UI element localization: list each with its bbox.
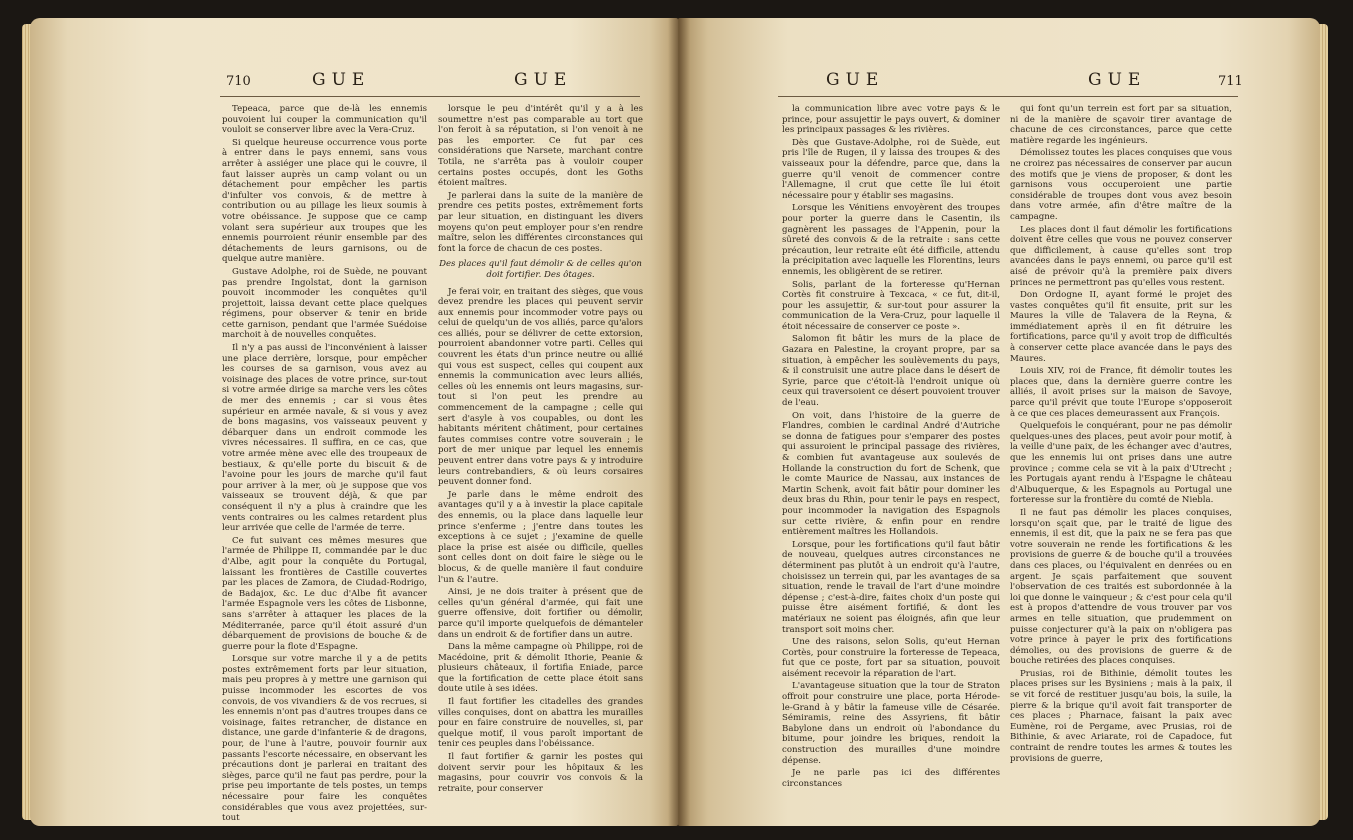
paragraph: Lorsque, pour les fortifications qu'il faut bâtir de nouveau, quelques autres circonstances ne déterminent pas plutôt à un endroit qu'à l'autre, choisissez un terrein qui, par les avantages de sa situation, rende le travail de l'art d'une moindre dépense ; c'est-à-dire, faites choix d'un poste qui puisse être aisément fortifié, & dont les matériaux ne soient pas éloignés, afin que leur transport soit moins cher. xyxy=(782,539,1000,635)
right-column-2 xyxy=(1010,104,1232,766)
paragraph: Les places dont il faut démolir les fortifications doivent être celles que vous ne pouvez conserver que difficilement, à cause qu'elles sont trop avancées dans le pays ennemi, ou parce qu'il est aisé de prévoir qu'à la première paix divers princes ne permettront pas qu'elles vous restent. xyxy=(1010,224,1232,288)
paragraph: Je parlerai dans la suite de la manière de prendre ces petits postes, extrêmement forts par leur situation, en distinguant les divers moyens qu'on peut employer pour s'en rendre maître, selon les différentes circonstances qui font la force de chacun de ces postes. xyxy=(438,190,643,254)
paragraph: Démolissez toutes les places conquises que vous ne croirez pas nécessaires de conserver par aucun des motifs que je viens de proposer, & dont les garnisons vous occuperoient une partie considérable de troupes dont vous avez besoin dans votre armée, afin d'être maître de la campagne. xyxy=(1010,148,1232,222)
header-rule-right xyxy=(778,96,1238,97)
paragraph: Gustave Adolphe, roi de Suède, ne pouvant pas prendre Ingolstat, dont la garnison pouvoit incommoder les conquêtes qu'il projettoit, laissa devant cette place quelques régimens, pour observer & tenir en bride cette garnison, pendant que l'armée Suédoise marchoit à de nouvelles conquêtes. xyxy=(222,266,427,341)
paragraph: Il faut fortifier les citadelles des grandes villes conquises, dont on abattra les murailles pour en faire construire de nouvelles, si, par quelque motif, il vous paroît important de tenir ces peuples dans l'obéissance. xyxy=(438,697,643,750)
paragraph: Il faut fortifier & garnir les postes qui doivent servir pour les hôpitaux & les magasins, pour couvrir vos convois & la retraite, pour conserver xyxy=(438,752,643,794)
paragraph: Don Ordogne II, ayant formé le projet des vastes conquêtes qu'il fit ensuite, prit sur les Maures la ville de Talavera de la Reyna, & immédiatement après il en fit détruire les fortifications, parce qu'il y avoit trop de difficultés à conserver cette place avancée dans le pays des Maures. xyxy=(1010,290,1232,364)
paragraph: Je ne parle pas ici des différentes circonstances xyxy=(782,768,1000,789)
paragraph: Louis XIV, roi de France, fit démolir toutes les places que, dans la dernière guerre contre les alliés, il avoit prises sur la maison de Savoye, parce qu'il prévit que toute l'Europe s'opposeroit à ce que ces places demeurassent aux François. xyxy=(1010,366,1232,419)
paragraph: Dans la même campagne où Philippe, roi de Macédoine, prit & démolit Ithorie, Peanie & plusieurs châteaux, il fortifia Eniade, parce que la fortification de cette place étoit sans doute utile à ses idées. xyxy=(438,642,643,695)
paragraph: Lorsque sur votre marche il y a de petits postes extrêmement forts par leur situation, mais peu propres à y mettre une garnison qui puisse incommoder les escortes de vos convois, de vos vivandiers & de vos recrues, si les ennemis n'ont pas d'autres troupes dans ce voisinage, faites retrancher, de distance en distance, une garde d'infanterie & de dragons, pour, de l'une à l'autre, pouvoir fournir aux passants l'escorte nécessaire, en observant les précautions dont je parlerai en traitant des sièges, parce qu'il ne faut pas perdre, pour la prise peu importante de tels postes, un temps nécessaire pour faire les conquêtes considérables que vous avez projettées, sur-tout xyxy=(222,654,427,824)
paragraph: Dès que Gustave-Adolphe, roi de Suède, eut pris l'île de Rugen, il y laissa des troupes & des vaisseaux pour la défendre, parce que, dans la guerre qu'il venoit de commencer contre l'Allemagne, il crut que cette île lui étoit nécessaire pour y établir ses magasins. xyxy=(782,137,1000,201)
paragraph: Une des raisons, selon Solis, qu'eut Hernan Cortès, pour construire la forteresse de Tepeaca, fut que ce poste, fort par sa situation, pouvoit aisément recevoir la réparation de l'art. xyxy=(782,637,1000,679)
paragraph: Salomon fit bâtir les murs de la place de Gazara en Palestine, la croyant propre, par sa situation, à empêcher les soulèvements du pays, & il construisit une autre place dans le désert de Syrie, parce que c'étoit-là l'endroit unique où ceux qui traversoient ce désert pouvoient trouver de l'eau. xyxy=(782,334,1000,409)
paragraph: qui font qu'un terrein est fort par sa situation, ni de la manière de sçavoir tirer avantage de chacune de ces circonstances, parce que cette matière regarde les ingénieurs. xyxy=(1010,104,1232,146)
left-page xyxy=(30,18,678,826)
left-column-1 xyxy=(222,104,427,826)
right-column-1 xyxy=(782,104,1000,791)
paragraph: On voit, dans l'histoire de la guerre de Flandres, combien le cardinal André d'Autriche se donna de fatigues pour s'emparer des postes qui assuroient le principal passage des rivières, & combien fut avantageuse aux soulevés de Hollande la construction du fort de Schenk, que le comte Maurice de Nassau, aux instances de Martin Schenk, avoit fait bâtir pour dominer les deux bras du Rhin, pour tenir le pays en respect, pour incommoder la navigation des Espagnols sur cette rivière, & enfin pour en rendre entièrement maîtres les Hollandois. xyxy=(782,410,1000,538)
paragraph: Il ne faut pas démolir les places conquises, lorsqu'on sçait que, par le traité de ligue des ennemis, il est dit, que la paix ne se fera pas que votre souverain ne rende les fortifications & les provisions de guerre & de bouche qu'il a trouvées dans ces places, ou l'équivalent en denrées ou en argent. Je sçais parfaitement que souvent l'observation de ces traités est subordonnée à la loi que donne le vainqueur ; & c'est pour cela qu'il est à propos d'attendre de vous trouver par vos armes en telle situation, que prudemment on puisse conjecturer qu'à la paix on n'obligera pas votre prince à payer le prix des fortifications démolies, ou des provisions de guerre & de bouche retirées des places conquises. xyxy=(1010,507,1232,667)
open-book xyxy=(30,18,1320,826)
running-head-left-a: GUE xyxy=(312,70,371,90)
paragraph: lorsque le peu d'intérêt qu'il y a à les soumettre n'est pas comparable au tort que l'on feroit à sa réputation, si l'on venoit à ne pas les emporter. Ce fut par ces considérations que Narsete, marchant contre Totila, ne s'arrêta pas à vouloir couper certains postes occupés, dont les Goths étoient maîtres. xyxy=(438,104,643,189)
paragraph: Quelquefois le conquérant, pour ne pas démolir quelques-unes des places, peut avoir pour motif, à la veille d'une paix, de les échanger avec d'autres, que les ennemis lui ont prises dans une autre province ; comme cela se vit à la paix d'Utrecht ; les Portugais ayant rendu à l'Espagne le château d'Albuquerque, & les Espagnols au Portugal une forteresse sur la frontière du comté de Niebla. xyxy=(1010,421,1232,506)
paragraph: L'avantageuse situation que la tour de Straton offroit pour construire une place, porta Hérode-le-Grand à y bâtir la fameuse ville de Césarée. Sémiramis, reine des Assyriens, fit bâtir Babylone dans un endroit où l'abondance du bitume, pour joindre les briques, rendoit la construction des murailles d'une moindre dépense. xyxy=(782,681,1000,766)
paragraph: Il n'y a pas aussi de l'inconvénient à laisser une place derrière, lorsque, pour empêcher les courses de sa garnison, vous avez au voisinage des places de votre prince, sur-tout si votre armée dirige sa marche vers les côtes de mer des ennemis ; car si vous êtes supérieur en armée navale, & si vous y avez de bons magasins, vos vaisseaux peuvent y débarquer dans un endroit commode les vivres nécessaires. Il suffira, en ce cas, que votre armée mène avec elle des troupeaux de bestiaux, & qu'elle porte du biscuit & de l'avoine pour les jours de marche qu'il faut pour arriver à la mer, où je suppose que vos vaisseaux se trouvent déjà, & que par conséquent il n'y a plus à craindre que les vents contraires ou les calmes retardent plus leur arrivée que celle de l'armée de terre. xyxy=(222,343,427,534)
header-rule-left xyxy=(220,96,640,97)
paragraph: Ainsi, je ne dois traiter à présent que de celles qu'un général d'armée, qui fait une guerre offensive, doit fortifier ou démolir, parce qu'il importe quelquefois de démanteler dans un endroit & de fortifier dans un autre. xyxy=(438,587,643,640)
running-head-left-b: GUE xyxy=(514,70,573,90)
paragraph: Je ferai voir, en traitant des sièges, que vous devez prendre les places qui peuvent servir aux ennemis pour incommoder votre pays ou celui de quelqu'un de vos alliés, parce qu'alors ces alliés, pour se délivrer de cette extorsion, pourroient abandonner votre parti. Celles qui couvrent les états d'un prince neutre ou allié qui vous est suspect, celles qui coupent aux ennemis la communication avec leurs alliés, celles où les ennemis ont leurs magasins, sur-tout si l'on peut les prendre au commencement de la campagne ; celle qui sert d'asyle à vos coupables, ou dont les habitants méritent châtiment, pour certaines fautes commises contre votre souverain ; le port de mer unique par lequel les ennemis peuvent entrer dans votre pays & y introduire leurs contrebandiers, & où leurs corsaires peuvent donner fond. xyxy=(438,286,643,488)
book-gutter xyxy=(668,18,690,826)
page-number-right: 711 xyxy=(1218,74,1243,89)
paragraph: Solis, parlant de la forteresse qu'Hernan Cortès fit construire à Texcaca, « ce fut, dit-il, pour les assujettir, & sur-tout pour assurer la communication de la Vera-Cruz, pour laquelle il étoit nécessaire de conserver ce poste ». xyxy=(782,279,1000,332)
paragraph: Prusias, roi de Bithinie, démolit toutes les places prises sur les Bysiniens ; mais à la paix, il se vit forcé de restituer jusqu'au bois, la suile, la pierre & la brique qu'il avoit fait transporter de ces places ; Pharnace, faisant la paix avec Eumène, roi de Pergame, avec Prusias, roi de Bithinie, & avec Ariarate, roi de Capadoce, fut contraint de rendre toutes les armes & toutes les provisions de guerre, xyxy=(1010,668,1232,764)
paragraph: Lorsque les Vénitiens envoyèrent des troupes pour porter la guerre dans le Casentin, ils gagnèrent les passages de l'Appenin, pour la sûreté des convois & de la retraite : sans cette précaution, leur retraite eût été difficile, attendu la précipitation avec laquelle les Florentins, leurs ennemis, les obligèrent de se retirer. xyxy=(782,203,1000,277)
left-column-2 xyxy=(438,104,643,796)
right-page xyxy=(678,18,1320,826)
section-subheading: Des places qu'il faut démolir & de celles qu'on doit fortifier. Des ôtages. xyxy=(439,259,642,280)
page-number-left: 710 xyxy=(226,74,251,89)
paragraph: Tepeaca, parce que de-là les ennemis pouvoient lui couper la communication qu'il vouloit se conserver libre avec la Vera-Cruz. xyxy=(222,104,427,136)
paragraph: Ce fut suivant ces mêmes mesures que l'armée de Philippe II, commandée par le duc d'Albe, agit pour la conquête du Portugal, laissant les frontières de Castille couvertes par les places de Zamora, de Ciudad-Rodrigo, de Badajox, &c. Le duc d'Albe fit avancer l'armée Espagnole vers les côtes de Lisbonne, sans s'arrêter à attaquer les places de la Méditerranée, parce qu'il étoit assuré d'un débarquement de provisions de bouche & de guerre pour la flote d'Espagne. xyxy=(222,535,427,652)
paragraph: Je parle dans le même endroit des avantages qu'il y a à investir la place capitale des ennemis, ou la place dans laquelle leur prince s'enferme ; j'entre dans toutes les exceptions à ce sujet ; j'examine de quelle place la prise est aisée ou difficile, quelles sont celles dont on doit faire le siège ou le blocus, & de quelle manière il faut conduire l'un & l'autre. xyxy=(438,489,643,585)
running-head-right-b: GUE xyxy=(1088,70,1147,90)
paragraph: Si quelque heureuse occurrence vous porte à entrer dans le pays ennemi, sans vous arrêter à assiéger une place qui le couvre, il faut laisser auprès un camp volant ou un détachement pour empêcher les partis d'infulter vos convois, & de mettre à contribution ou au pillage les lieux soumis à votre obéissance. Je suppose que ce camp volant sera supérieur aux troupes que les ennemis pourroient réunir ensemble par des détachements de leurs garnisons, ou de quelque autre manière. xyxy=(222,137,427,265)
paragraph: la communication libre avec votre pays & le prince, pour assujettir le pays ouvert, & dominer les principaux passages & les rivières. xyxy=(782,104,1000,136)
running-head-right-a: GUE xyxy=(826,70,885,90)
